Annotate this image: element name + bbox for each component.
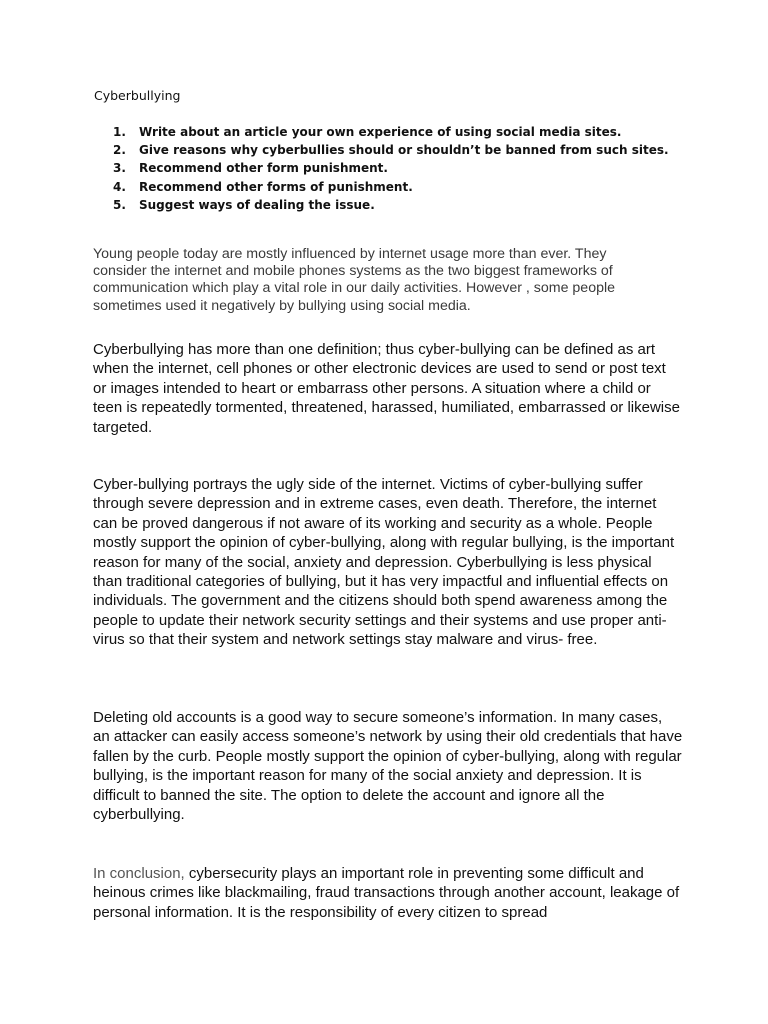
- paragraph-conclusion: [93, 864, 683, 922]
- conclusion-text: cybersecurity plays an important role in preventing some difficult and heinous crimes like blackmailing, fraud transactions through another account, leakage of personal information. It is the responsibility of every citizen to spread: [93, 865, 680, 921]
- question-item-3: 3. Recommend other form punishment.: [113, 161, 388, 176]
- question-list: [113, 123, 669, 214]
- question-item-1: 1. Write about an article your own experience of using social media sites.: [113, 125, 622, 139]
- question-item-2: 2. Give reasons why cyberbullies should or shouldn’t be banned from such sites.: [113, 143, 669, 158]
- document-title: Cyberbullying: [94, 88, 181, 103]
- question-item-4: 4. Recommend other forms of punishment.: [113, 179, 413, 194]
- paragraph-ugly-side: Cyber-bullying portrays the ugly side of the internet. Victims of cyber-bullying suffer through severe depression and in extreme cases, even death. Therefore, the internet can be proved dangerous if not aware of its working and security as a whole. People mostly support the opinion of cyber-bullying, along with regular bullying, is the important reason for many of the social, anxiety and depression. Cyberbullying is less physical than traditional categories of bullying, but it has very impactful and influential effects on individuals. The government and the citizens should both spend awareness among the people to update their network security settings and their systems and use proper anti-virus so that their system and network settings stay malware and virus- free.: [93, 476, 675, 649]
- conclusion-lead: In conclusion,: [93, 865, 185, 882]
- intro-paragraph: Young people today are mostly influenced by internet usage more than ever. They consider the internet and mobile phones systems as the two biggest frameworks of communication which play a vital role in our daily activities. However , some people sometimes used it negatively by bullying using social media.: [93, 246, 616, 314]
- question-item-5: 5. Suggest ways of dealing the issue.: [113, 197, 375, 212]
- paragraph-old-accounts: Deleting old accounts is a good way to secure someone’s information. In many cases, an attacker can easily access someone’s network by using their old credentials that have fallen by the curb. People mostly support the opinion of cyber-bullying, along with regular bullying, is the important reason for many of the social anxiety and depression. It is difficult to banned the site. The option to delete the account and ignore all the cyberbullying.: [93, 709, 683, 824]
- paragraph-definition: Cyberbullying has more than one definition; thus cyber-bullying can be defined as art when the internet, cell phones or other electronic devices are used to send or post text or images intended to heart or embarrass other persons. A situation where a child or teen is repeatedly tormented, threatened, harassed, humiliated, embarrassed or likewise targeted.: [93, 341, 680, 436]
